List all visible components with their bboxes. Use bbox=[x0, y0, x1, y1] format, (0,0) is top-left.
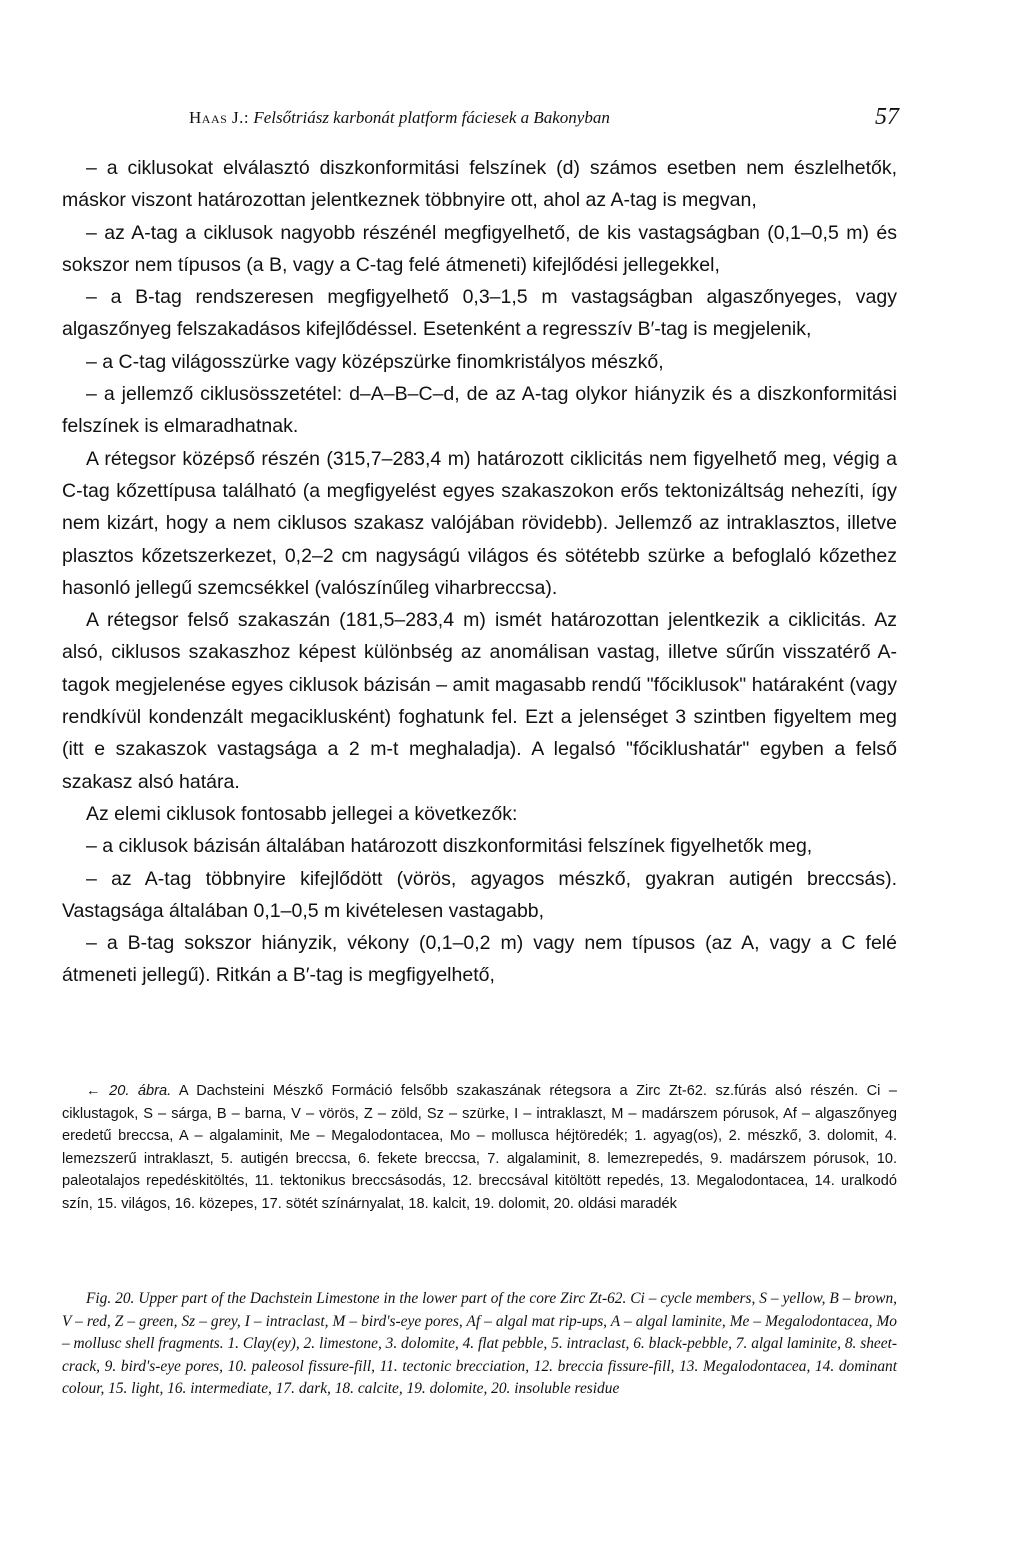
figure-caption-english bbox=[62, 1288, 897, 1401]
paragraph: – a C-tag világosszürke vagy középszürke finomkristályos mészkő, bbox=[86, 350, 664, 373]
header-title: Felsőtriász karbonát platform fáciesek a Bakonyban bbox=[253, 108, 610, 127]
paragraph: A rétegsor középső részén (315,7–283,4 m) határozott ciklicitás nem figyelhető meg, végig a C-tag kőzettípusa található (a megfigyelést egyes szakaszokon erős tektonizáltság nehezíti, így nem kizárt, hogy a nem ciklusos szakasz valójában rövidebb). Jellemző az intraklasztos, illetve plasztos kőzetszerkezet, 0,2–2 cm nagyságú világos és sötétebb szürke a befoglaló kőzethez hasonló jellegű szemcsékkel (valószínűleg viharbreccsa). bbox=[62, 447, 897, 599]
paragraph: – a ciklusok bázisán általában határozott diszkonformitási felszínek figyelhetők meg, bbox=[86, 835, 813, 858]
paragraph: A rétegsor felső szakaszán (181,5–283,4 m) ismét határozottan jelentkezik a ciklicitás. Az alsó, ciklusos szakaszhoz képest különbség az anomálisan vastag, illetve sűrűn visszatérő A-tagok megjelenése egyes ciklusok bázisán – amit magasabb rendű "főciklusok" határaként (vagy rendkívül kondenzált megaciklusként) foghatunk fel. Ezt a jelenséget 3 szintben figyeltem meg (itt e szakaszok vastagsága a 2 m-t meghaladja). A legalsó "főciklushatár" egyben a felső szakasz alsó határa. bbox=[62, 609, 897, 793]
paragraph: – a ciklusokat elválasztó diszkonformitási felszínek (d) számos esetben nem észlelhetők, máskor viszont határozottan jelentkeznek többnyire ott, ahol az A-tag is megvan, bbox=[62, 157, 897, 212]
paragraph: – a B-tag rendszeresen megfigyelhető 0,3–1,5 m vastagságban algaszőnyeges, vagy algaszőnyeg felszakadásos kifejlődéssel. Esetenként a regresszív B′-tag is megjelenik, bbox=[62, 286, 897, 341]
figure-caption-text-en: Fig. 20. Upper part of the Dachstein Limestone in the lower part of the core Zirc Zt-62. Ci – cycle members, S – yellow, B – brown, V – red, Z – green, Sz – grey, I – intraclast, M – bird's-eye pores, Af – algal mat rip-ups, A – algal laminite, Me – Megalodontacea, Mo – mollusc shell fragments. 1. Clay(ey), 2. limestone, 3. dolomite, 4. flat pebble, 5. intraclast, 6. black-pebble, 7. algal laminite, 8. sheet-crack, 9. bird's-eye pores, 10. paleosol fissure-fill, 11. tectonic brecciation, 12. breccia fissure-fill, 13. Megalodontacea, 14. dominant colour, 15. light, 16. intermediate, 17. dark, 18. calcite, 19. dolomite, 20. insoluble residue bbox=[62, 1290, 897, 1398]
header-author: Haas J.: bbox=[189, 108, 250, 127]
page-number: 57 bbox=[875, 104, 899, 130]
figure-caption-text: A Dachsteini Mészkő Formáció felsőbb szakaszának rétegsora a Zirc Zt-62. sz.fúrás alsó részén. Ci – ciklustagok, S – sárga, B – barna, V – vörös, Z – zöld, Sz – szürke, I – intraklaszt, M – madárszem pórusok, Af – algaszőnyeg eredetű breccsa, A – algalaminit, Me – Megalodontacea, Mo – mollusca héjtöredék; 1. agyag(os), 2. mészkő, 3. dolomit, 4. lemezszerű intraklaszt, 5. autigén breccsa, 6. fekete breccsa, 7. algalaminit, 8. lemezrepedés, 9. madárszem pórusok, 10. paleotalajos repedéskitöltés, 11. tektonikus breccsásodás, 12. breccsával kitöltött repedés, 13. Megalodontacea, 14. uralkodó szín, 15. világos, 16. közepes, 17. sötét színárnyalat, 18. kalcit, 19. dolomit, 20. oldási maradék bbox=[62, 1083, 898, 1212]
running-header bbox=[189, 104, 899, 134]
paragraph: – a jellemző ciklusösszetétel: d–A–B–C–d, de az A-tag olykor hiányzik és a diszkonformitási felszínek is elmaradhatnak. bbox=[62, 383, 897, 438]
left-arrow-icon: ← bbox=[86, 1083, 101, 1099]
paragraph: – az A-tag a ciklusok nagyobb részénél megfigyelhető, de kis vastagságban (0,1–0,5 m) és sokszor nem típusos (a B, vagy a C-tag felé átmeneti) kifejlődési jellegekkel, bbox=[62, 221, 897, 276]
figure-caption-hungarian bbox=[62, 1080, 897, 1216]
paragraph: – az A-tag többnyire kifejlődött (vörös, agyagos mészkő, gyakran autigén breccsás). Vastagsága általában 0,1–0,5 m kivételesen vastagabb, bbox=[62, 867, 897, 922]
running-title bbox=[189, 108, 610, 128]
paragraph: – a B-tag sokszor hiányzik, vékony (0,1–0,2 m) vagy nem típusos (az A, vagy a C felé átmeneti jellegű). Ritkán a B′-tag is megfigyelhető, bbox=[62, 932, 897, 987]
paragraph: Az elemi ciklusok fontosabb jellegei a következők: bbox=[86, 802, 518, 825]
figure-label: 20. ábra. bbox=[109, 1083, 172, 1099]
body-text bbox=[62, 152, 897, 992]
